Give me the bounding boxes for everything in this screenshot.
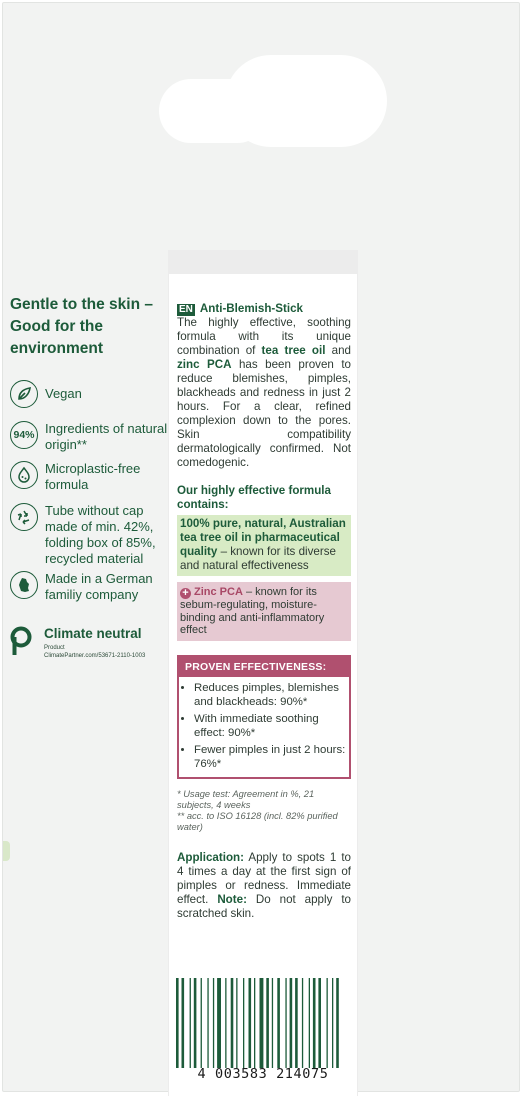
application-label: Application: [177,850,244,864]
feature-text: Tube without cap made of min. 42%, folding box of 85%, recycled material [45,503,156,566]
intro-bold-tea-tree: tea tree oil [261,344,326,357]
barcode-bar [302,978,303,1068]
barcode-bar [194,978,197,1068]
zinc-label: Zinc PCA [194,586,243,598]
barcode-bar [217,978,221,1068]
footnote: * Usage test: Agreement in %, 21 subjects, 4 weeks [177,788,315,810]
barcode [174,978,352,1068]
barcode-bar [254,978,255,1068]
tea-tree-bold: 100% pure, natural, Australian tea tree oil in pharmaceutical quality [180,517,346,558]
list-item: • Reduces pimples, blemishes and blackheads: 90%* [194,681,349,709]
barcode-bar [318,978,321,1068]
intro-text: has been proven to reduce blemishes, pimples, blackheads and redness in just 2 hours. For a clear, refined complexion down to the pores. Skin compatibility dermatologically confirmed. Not comedogenic. [177,358,351,469]
barcode-bar [201,978,202,1068]
germany-map-icon [10,571,38,599]
language-badge: EN [179,304,193,315]
green-edge-mark [3,841,10,861]
barcode-bar [236,978,237,1068]
barcode-bar [272,978,273,1068]
proven-list [179,681,349,771]
percent-94-icon [10,421,38,449]
barcode-bar [290,978,293,1068]
product-label-strip [168,250,358,1096]
note-label: Note: [217,892,247,906]
barcode-bar [336,978,339,1068]
formula-title: Our highly effective formula contains: [177,484,331,511]
barcode-bar [190,978,191,1068]
tea-tree-box [177,515,351,576]
intro-bold-zinc: zinc PCA [177,358,232,371]
hang-hole [225,55,387,147]
intro-text: and [325,344,351,357]
climate-partner-id [44,644,145,660]
barcode-bar [207,978,208,1068]
barcode-bar [277,978,280,1068]
barcode-bar [243,978,244,1068]
note-body: Do not apply to scratched skin. [177,892,351,920]
microplastic-free-icon [10,461,38,489]
barcode-bar [295,978,298,1068]
barcode-bar [176,978,179,1068]
feature-text: Microplastic-free formula [45,461,141,492]
barcode-bar [231,978,234,1068]
headline: Gentle to the skin – Good for the environment [10,296,153,357]
barcode-bar [332,978,333,1068]
plus-icon: + [180,588,191,599]
feature-german-company [10,571,170,603]
application-body: Apply to spots 1 to 4 times a day at the first sign of pimples or redness. Immediate effect. [177,850,351,906]
product-name: Anti-Blemish-Stick [199,302,303,315]
feature-natural-origin [10,421,170,453]
barcode-bar [285,978,286,1068]
barcode-bar [266,978,269,1068]
intro-text: The highly effective, soothing formula with its unique combination of [177,316,351,357]
climate-partner-url: ClimatePartner.com/53671-2110-1003 [44,653,146,659]
vegan-leaf-icon [10,380,38,408]
footnotes [177,789,351,833]
feature-text: Vegan [45,386,82,401]
barcode-bar [313,978,316,1068]
feature-recycled [10,503,170,567]
barcode-bar [225,978,226,1068]
list-item: • Fewer pimples in just 2 hours: 76%* [194,743,349,771]
climate-sub-label: Product [44,645,65,651]
barcode-bar [213,978,214,1068]
feature-microplastic [10,461,170,493]
list-item: • With immediate soothing effect: 90%* [194,712,349,740]
application-text [177,851,351,921]
label-text [177,302,351,921]
tea-tree-text: – known for its diverse and natural effectiveness [180,545,336,572]
proven-effectiveness-box [177,655,351,779]
recycle-icon [10,503,38,531]
zinc-text: – known for its sebum-regulating, moisture-binding and anti-inflammatory effect [180,586,325,636]
zinc-box [177,582,351,641]
feature-text: Ingredients of natural origin** [45,421,168,452]
barcode-bar [327,978,328,1068]
intro-paragraph [177,316,351,470]
barcode-bar [309,978,310,1068]
footnote: ** acc. to ISO 16128 (incl. 82% purified water) [177,810,338,832]
climate-neutral-title: Climate neutral [44,626,142,641]
barcode-bar [182,978,185,1068]
barcode-number: 4 003583 214075 [197,1066,329,1082]
barcode-bar [249,978,252,1068]
product-title [177,302,351,316]
strip-top-shade [169,250,357,274]
feature-text: Made in a German familiy company [45,571,153,602]
proven-title: PROVEN EFFECTIVENESS: [179,657,349,677]
barcode-bar [260,978,264,1068]
climate-partner-logo-icon [10,626,32,656]
packaging-card [2,2,520,1092]
feature-vegan [10,380,170,408]
percent-badge: 94% [13,429,35,441]
